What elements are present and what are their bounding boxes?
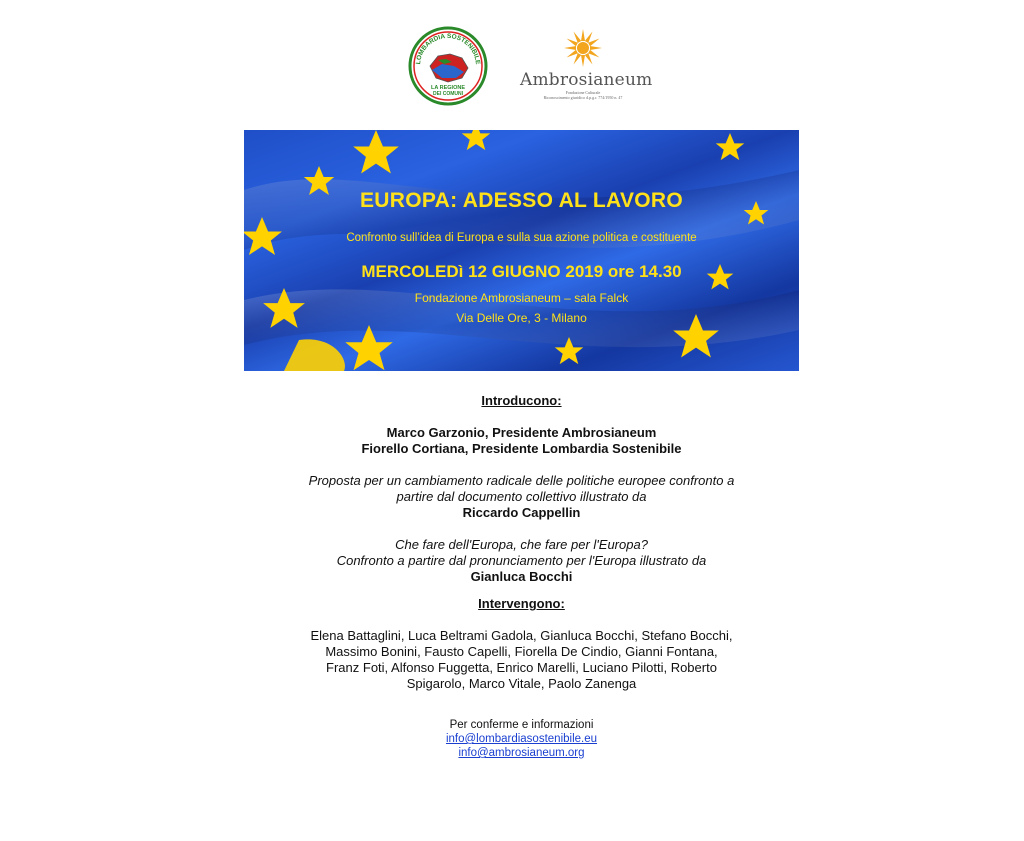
sun-icon [561, 28, 605, 68]
proposal-2-text: Confronto a partire dal pronunciamento per l'Europa illustrato da [336, 553, 707, 568]
intro-speaker: Marco Garzonio, Presidente Ambrosianeum [386, 425, 657, 440]
svg-text:LOMBARDIA SOSTENIBILE: LOMBARDIA SOSTENIBILE [415, 32, 482, 65]
ambrosianeum-name: Ambrosianeum [520, 70, 653, 90]
contact-block [244, 718, 799, 760]
speakers-heading: Intervengono: [478, 596, 565, 611]
ambrosianeum-sub-2: Riconoscimento giuridico d.p.g.r. 774/1950 n. 47 [543, 95, 623, 100]
banner-subtitle: Confronto sull’idea di Europa e sulla sua azione politica e costituente [346, 232, 697, 244]
lombardia-sostenibile-logo [408, 26, 488, 106]
banner-date: MERCOLEDì 12 GIUGNO 2019 ore 14.30 [361, 262, 682, 281]
ambrosianeum-sub-1: Fondazione Culturale [565, 90, 601, 95]
speakers-list-line: Spigarolo, Marco Vitale, Paolo Zanenga [406, 676, 637, 691]
intro-heading: Introducono: [481, 393, 562, 408]
speakers-list-line: Massimo Bonini, Fausto Capelli, Fiorella De Cindio, Gianni Fontana, [325, 644, 718, 659]
proposal-1-text: Proposta per un cambiamento radicale delle politiche europee confronto a [308, 473, 735, 488]
ambrosianeum-logo [520, 28, 653, 108]
svg-text:DEI COMUNI: DEI COMUNI [433, 91, 463, 97]
email-link-ambrosianeum[interactable]: info@ambrosianeum.org [458, 747, 585, 759]
program-text [244, 393, 799, 692]
banner-address: Via Delle Ore, 3 - Milano [456, 311, 587, 325]
banner-title: EUROPA: ADESSO AL LAVORO [360, 189, 683, 212]
email-link-lombardia[interactable]: info@lombardiasostenibile.eu [445, 733, 598, 745]
proposal-2-text: Che fare dell'Europa, che fare per l'Europa? [395, 537, 648, 552]
intro-speaker: Fiorello Cortiana, Presidente Lombardia Sostenibile [361, 441, 682, 456]
star-icon [716, 133, 745, 160]
proposal-1-presenter: Riccardo Cappellin [462, 505, 581, 520]
star-icon [462, 130, 491, 150]
proposal-2-presenter: Gianluca Bocchi [470, 569, 573, 584]
star-icon [353, 130, 399, 173]
star-icon [345, 325, 393, 370]
banner-venue: Fondazione Ambrosianeum – sala Falck [414, 291, 629, 305]
speakers-list-line: Elena Battaglini, Luca Beltrami Gadola, Gianluca Bocchi, Stefano Bocchi, [310, 628, 733, 643]
event-banner [244, 130, 799, 371]
speakers-list-line: Franz Foti, Alfonso Fuggetta, Enrico Marelli, Luciano Pilotti, Roberto [326, 660, 717, 675]
eu-flag-background [244, 130, 799, 371]
proposal-1-text: partire dal documento collettivo illustrato da [396, 489, 647, 504]
svg-text:LA REGIONE: LA REGIONE [430, 85, 466, 91]
contact-label: Per conferme e informazioni [449, 719, 594, 731]
